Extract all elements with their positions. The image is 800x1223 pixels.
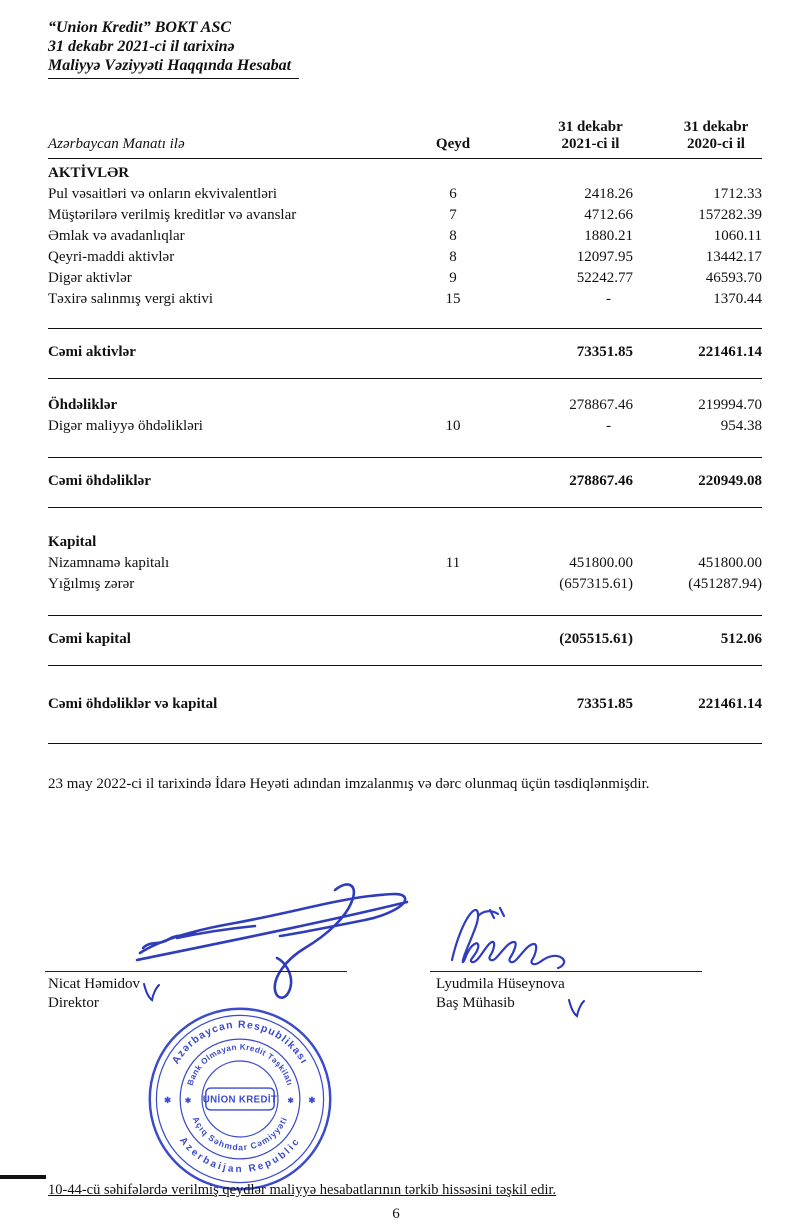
stamp-star-icon: ✱ xyxy=(164,1094,172,1105)
column-header-2020: 31 dekabr 2020-ci il xyxy=(683,119,749,152)
signer-left xyxy=(48,975,140,1013)
table-row: Digər aktivlər 9 52242.77 46593.70 xyxy=(48,270,762,286)
divider xyxy=(48,743,762,744)
table-row: Nizamnamə kapitalı 11 451800.00 451800.00 xyxy=(48,555,762,571)
section-liabilities: Öhdəliklər 278867.46 219994.70 xyxy=(48,397,762,413)
table-row: Digər maliyyə öhdəlikləri 10 - 954.38 xyxy=(48,418,762,434)
total-liabilities-row: Cəmi öhdəliklər 278867.46 220949.08 xyxy=(48,473,762,489)
report-title: Maliyyə Vəziyyəti Haqqında Hesabat xyxy=(48,57,292,74)
divider xyxy=(48,507,762,508)
table-row: Qeyri-maddi aktivlər 8 12097.95 13442.17 xyxy=(48,249,762,265)
stamp-text-outer-top: Azərbaycan Respublikası xyxy=(170,1019,310,1067)
report-date: 31 dekabr 2021-ci il tarixinə xyxy=(48,38,235,55)
signer-name: Lyudmila Hüseynova xyxy=(436,976,565,992)
document-header xyxy=(48,18,299,79)
signer-title: Baş Mühasib xyxy=(436,995,515,1011)
table-row: Əmlak və avadanlıqlar 8 1880.21 1060.11 xyxy=(48,228,762,244)
section-assets: AKTİVLƏR xyxy=(48,165,130,181)
page-number: 6 xyxy=(392,1206,400,1222)
chief-accountant-signature xyxy=(438,902,588,980)
table-row: Pul vəsaitləri və onların ekvivalentləri 6 2418.26 1712.33 xyxy=(48,186,762,202)
stamp-text-outer-bottom: Azerbaijan Republic xyxy=(176,1135,304,1176)
signature-stroke xyxy=(137,902,407,960)
signature-line-left xyxy=(45,971,347,972)
divider xyxy=(48,378,762,379)
footnote-text: 10-44-cü səhifələrdə verilmiş qeydlər maliyyə hesabatlarının tərkib hissəsini təşkil edir. xyxy=(48,1182,557,1198)
signer-right xyxy=(436,975,565,1013)
stamp-star-icon: ✱ xyxy=(308,1094,316,1105)
stamp-star-icon: ✱ xyxy=(287,1095,294,1105)
footnote xyxy=(48,1182,762,1199)
ink-tick-left xyxy=(140,981,162,1005)
column-header-2021: 31 dekabr 2021-ci il xyxy=(558,119,623,152)
signer-title: Direktor xyxy=(48,995,99,1011)
signature-line-right xyxy=(430,971,702,972)
total-liabilities-equity-row: Cəmi öhdəliklər və kapital 73351.85 221461.14 xyxy=(48,696,762,712)
signature-stroke xyxy=(478,911,498,916)
signature-stroke xyxy=(500,908,504,916)
total-equity-row: Cəmi kapital (205515.61) 512.06 xyxy=(48,631,762,647)
company-stamp xyxy=(145,1004,335,1194)
approval-statement: 23 may 2022-ci il tarixində İdarə Heyəti adından imzalanmış və dərc olunmaq üçün təsdiqlənmişdir. xyxy=(48,776,650,792)
company-name: “Union Kredit” BOKT ASC xyxy=(48,19,232,36)
table-row: Təxirə salınmış vergi aktivi 15 - 1370.44 xyxy=(48,291,762,307)
stamp-star-icon: ✱ xyxy=(184,1095,192,1105)
signer-name: Nicat Həmidov xyxy=(48,976,141,992)
note-column-header: Qeyd xyxy=(435,136,471,152)
signature-area xyxy=(48,808,762,1182)
table-row: Yığılmış zərər (657315.61) (451287.94) xyxy=(48,576,762,592)
signature-stroke xyxy=(466,942,564,968)
signature-stroke xyxy=(140,894,405,953)
table-header-row xyxy=(48,119,762,159)
table-row: Müştərilərə verilmiş kreditlər və avanslar 7 4712.66 157282.39 xyxy=(48,207,762,223)
stamp-text-inner-top: Bank Olmayan Kredit Təşkilatı xyxy=(185,1042,295,1087)
stamp-text-inner-bottom: Açıq Səhmdar Cəmiyyəti xyxy=(190,1114,290,1153)
total-assets-row: Cəmi aktivlər 73351.85 221461.14 xyxy=(48,344,762,360)
ink-tick-right xyxy=(565,997,587,1021)
currency-label: Azərbaycan Manatı ilə xyxy=(48,136,185,152)
footnote-separator xyxy=(0,1175,46,1179)
stamp-center-text: UNİON KREDİT xyxy=(202,1094,278,1106)
section-equity: Kapital xyxy=(48,534,97,550)
